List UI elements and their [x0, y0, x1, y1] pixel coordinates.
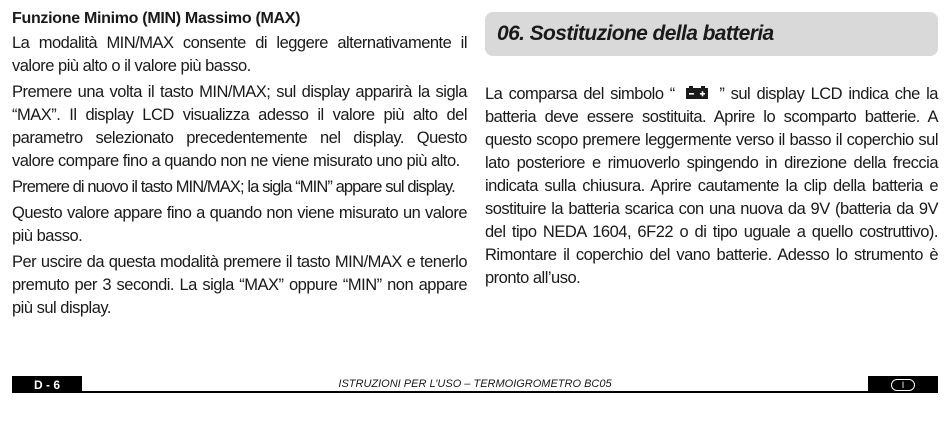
- min-max-heading: Funzione Minimo (MIN) Massimo (MAX): [12, 10, 301, 27]
- section-header: [485, 12, 938, 56]
- page-number: D - 6: [12, 376, 82, 393]
- right-column: [485, 12, 938, 293]
- footer-title: ISTRUZIONI PER L’USO – TERMOIGROMETRO BC05: [338, 378, 612, 390]
- paragraph: Premere una volta il tasto MIN/MAX; sul display apparirà la sigla “MAX”. Il display LCD visualizza adesso il valore più alto del parametro selezionato precedentemente nel display. Questo valore compare fino a quando non ne viene misurato uno più alto.: [12, 83, 467, 170]
- language-label: I: [891, 379, 915, 391]
- battery-icon: [685, 86, 709, 100]
- paragraph: Questo valore appare fino a quando non viene misurato un valore più basso.: [12, 204, 467, 245]
- left-column: [12, 8, 467, 323]
- page-footer: [12, 376, 938, 393]
- body-text-start: La comparsa del simbolo “: [485, 85, 675, 103]
- body-text-end: ” sul display LCD indica che la batteria deve essere sostituita. Aprire lo scomparto batterie. A questo scopo premere leggermente verso il basso il coperchio sul lato posteriore e rimuoverlo spingendo in direzione della freccia indicata sulla chiusura. Aprire cautamente la clip della batteria e sostituire la batteria scarica con una nuova da 9V (batteria da 9V del tipo NEDA 1604, 6F22 o di tipo uguale a quello costruttivo). Rimontare il coperchio del vano batterie. Adesso lo strumento è pronto all’uso.: [485, 85, 938, 287]
- paragraph: La modalità MIN/MAX consente di leggere alternativamente il valore più alto o il valore più basso.: [12, 34, 467, 75]
- section-title: 06. Sostituzione della batteria: [497, 22, 774, 45]
- paragraph: Premere di nuovo il tasto MIN/MAX; la sigla “MIN” appare sul display.: [12, 178, 455, 196]
- battery-paragraph: [485, 83, 938, 290]
- paragraph: Per uscire da questa modalità premere il tasto MIN/MAX e tenerlo premuto per 3 secondi. La sigla “MAX” oppure “MIN” non appare più sul display.: [12, 253, 467, 317]
- language-badge: [868, 376, 938, 393]
